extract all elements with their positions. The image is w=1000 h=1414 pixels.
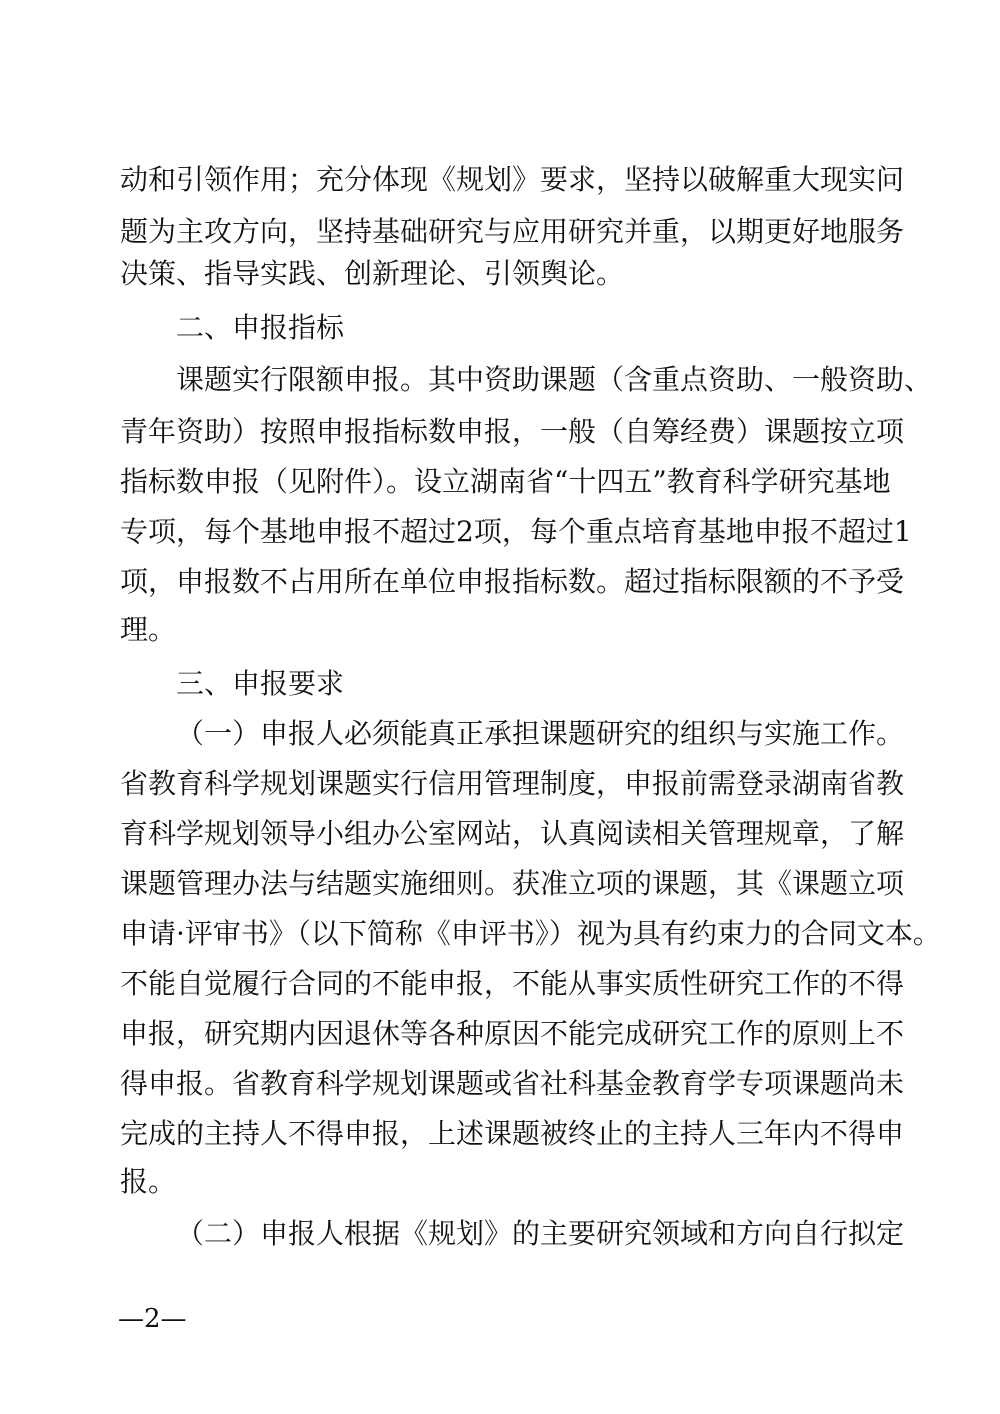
intro-line-1: 动和引领作用；充分体现《规划》要求，坚持以破解重大现实问 <box>120 163 905 196</box>
section-3-item-1-line-1: （一）申报人必须能真正承担课题研究的组织与实施工作。 <box>176 717 905 750</box>
section-2-heading: 二、申报指标 <box>176 311 345 344</box>
section-3-item-1-line-4: 课题管理办法与结题实施细则。获准立项的课题，其《课题立项 <box>120 867 905 900</box>
section-2-line-3: 指标数申报（见附件）。设立湖南省“十四五”教育科学研究基地 <box>120 465 891 498</box>
intro-line-2: 题为主攻方向，坚持基础研究与应用研究并重，以期更好地服务 <box>120 215 905 248</box>
section-2-line-2: 青年资助）按照申报指标数申报，一般（自筹经费）课题按立项 <box>120 415 905 448</box>
section-2-line-5: 项，申报数不占用所在单位申报指标数。超过指标限额的不予受 <box>120 565 905 598</box>
section-3-item-1-line-6: 不能自觉履行合同的不能申报，不能从事实质性研究工作的不得 <box>120 967 905 1000</box>
section-2-line-1: 课题实行限额申报。其中资助课题（含重点资助、一般资助、 <box>176 363 933 396</box>
section-2-line-6: 理。 <box>120 613 177 646</box>
intro-line-3: 决策、指导实践、创新理论、引领舆论。 <box>120 257 625 290</box>
section-3-item-1-line-9: 完成的主持人不得申报，上述课题被终止的主持人三年内不得申 <box>120 1117 905 1150</box>
page-number: —2— <box>118 1304 187 1334</box>
section-3-item-1-line-2: 省教育科学规划课题实行信用管理制度，申报前需登录湖南省教 <box>120 767 905 800</box>
section-3-heading: 三、申报要求 <box>176 667 345 700</box>
section-3-item-1-line-8: 得申报。省教育科学规划课题或省社科基金教育学专项课题尚未 <box>120 1067 905 1100</box>
section-3-item-2-line-1: （二）申报人根据《规划》的主要研究领域和方向自行拟定 <box>176 1217 905 1250</box>
section-2-line-4: 专项，每个基地申报不超过2项，每个重点培育基地申报不超过1 <box>120 515 912 548</box>
section-3-item-1-line-10: 报。 <box>120 1165 177 1198</box>
section-3-item-1-line-5: 申请·评审书》（以下简称《申评书》）视为具有约束力的合同文本。 <box>120 917 941 950</box>
section-3-item-1-line-7: 申报，研究期内因退休等各种原因不能完成研究工作的原则上不 <box>120 1017 905 1050</box>
section-3-item-1-line-3: 育科学规划领导小组办公室网站，认真阅读相关管理规章，了解 <box>120 817 905 850</box>
